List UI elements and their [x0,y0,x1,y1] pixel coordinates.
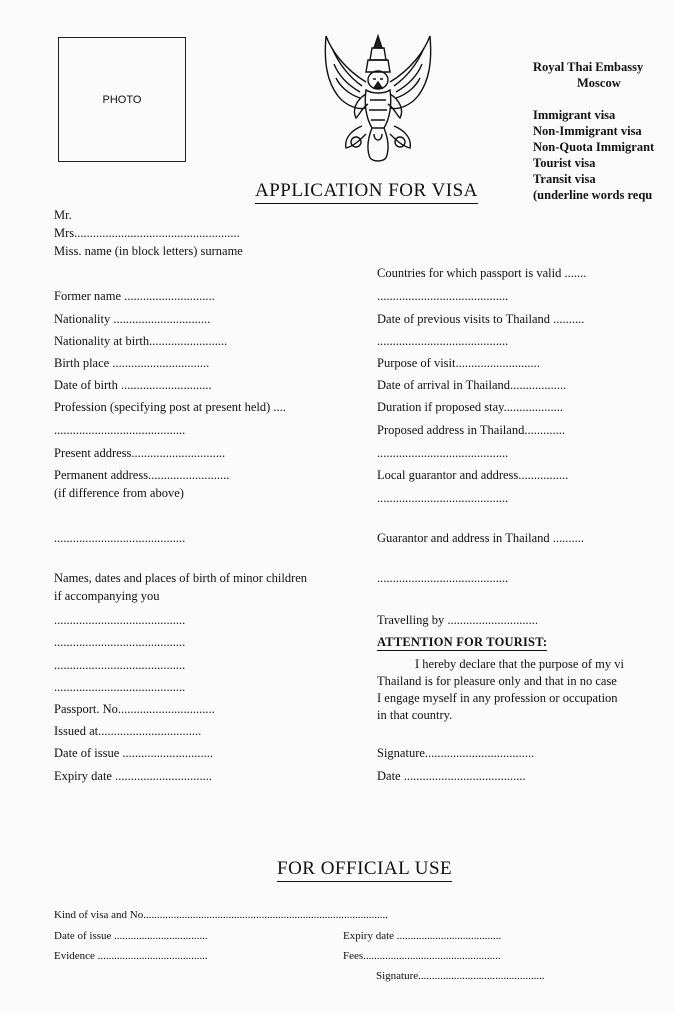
photo-label: PHOTO [102,94,142,106]
field-countries-valid-cont[interactable]: .......................................... [377,289,509,303]
field-present-address[interactable]: Present address.............................. [54,446,226,460]
field-profession[interactable]: Profession (specifying post at present held) .... [54,400,286,414]
field-mrs[interactable]: Mrs..................................................... [54,226,240,240]
field-travelling-by[interactable]: Travelling by ............................. [377,613,538,627]
official-use-title: FOR OFFICIAL USE [277,858,452,882]
permanent-address-note: (if difference from above) [54,486,184,500]
field-duration-of-stay[interactable]: Duration if proposed stay................... [377,400,563,414]
field-kind-of-visa[interactable]: Kind of visa and No......................................................................................... [54,909,388,921]
field-guarantor-thailand-cont[interactable]: .......................................... [377,571,509,585]
garuda-emblem-icon [316,30,440,164]
field-profession-cont[interactable]: .......................................... [54,423,186,437]
page-title: APPLICATION FOR VISA [255,180,478,204]
field-previous-visits[interactable]: Date of previous visits to Thailand .......... [377,312,585,326]
field-proposed-address-cont[interactable]: .......................................... [377,446,509,460]
declaration-line-3: I engage myself in any profession or occupation [377,691,618,705]
field-former-name[interactable]: Former name ............................. [54,289,215,303]
minor-children-label: Names, dates and places of birth of minor children [54,571,308,585]
embassy-city: Moscow [577,76,621,90]
field-guarantor-thailand[interactable]: Guarantor and address in Thailand .......... [377,531,585,545]
field-date-of-birth[interactable]: Date of birth ............................. [54,378,212,392]
field-mr: Mr. [54,208,72,222]
field-fees[interactable]: Fees.................................................. [343,950,501,962]
field-minor-children-2[interactable]: .......................................... [54,635,186,649]
field-purpose-of-visit[interactable]: Purpose of visit........................... [377,356,540,370]
field-official-expiry-date[interactable]: Expiry date ...................................... [343,930,502,942]
tourist-declaration [377,656,675,724]
field-countries-valid[interactable]: Countries for which passport is valid ....... [377,266,587,280]
field-minor-children-4[interactable]: .......................................... [54,680,186,694]
field-local-guarantor[interactable]: Local guarantor and address................ [377,468,569,482]
field-miss-name: Miss. name (in block letters) surname [54,244,243,258]
field-date[interactable]: Date ....................................... [377,769,526,783]
photo-box [58,37,186,162]
field-birth-place[interactable]: Birth place ............................... [54,356,210,370]
field-permanent-address-cont[interactable]: .......................................... [54,531,186,545]
field-expiry-date[interactable]: Expiry date ............................... [54,769,212,783]
field-nationality[interactable]: Nationality ............................... [54,312,211,326]
field-official-signature[interactable]: Signature.............................................. [376,970,545,982]
field-proposed-address[interactable]: Proposed address in Thailand............. [377,423,565,437]
declaration-line-1: I hereby declare that the purpose of my vi [415,657,624,671]
field-permanent-address[interactable]: Permanent address.......................... [54,468,230,482]
field-minor-children-1[interactable]: .......................................... [54,613,186,627]
field-issued-at[interactable]: Issued at................................. [54,724,202,738]
minor-children-label-2: if accompanying you [54,589,160,603]
visa-type-transit: Transit visa [533,172,596,186]
field-official-date-of-issue[interactable]: Date of issue .................................. [54,930,208,942]
visa-type-non-quota: Non-Quota Immigrant [533,140,655,154]
attention-tourist-heading: ATTENTION FOR TOURIST: [377,635,548,649]
field-local-guarantor-cont[interactable]: .......................................... [377,491,509,505]
field-nationality-at-birth[interactable]: Nationality at birth......................... [54,334,228,348]
declaration-line-4: in that country. [377,708,453,722]
field-previous-visits-cont[interactable]: .......................................... [377,334,509,348]
field-minor-children-3[interactable]: .......................................... [54,658,186,672]
embassy-name: Royal Thai Embassy [533,60,644,74]
field-date-of-issue[interactable]: Date of issue ............................. [54,746,214,760]
field-signature[interactable]: Signature................................... [377,746,535,760]
visa-type-note: (underline words requ [533,188,653,202]
visa-type-non-immigrant: Non-Immigrant visa [533,124,642,138]
visa-type-tourist: Tourist visa [533,156,596,170]
declaration-line-2: Thailand is for pleasure only and that in no case [377,674,617,688]
field-evidence[interactable]: Evidence ........................................ [54,950,208,962]
field-date-of-arrival[interactable]: Date of arrival in Thailand.................. [377,378,567,392]
visa-type-immigrant: Immigrant visa [533,108,616,122]
field-passport-no[interactable]: Passport. No............................... [54,702,215,716]
